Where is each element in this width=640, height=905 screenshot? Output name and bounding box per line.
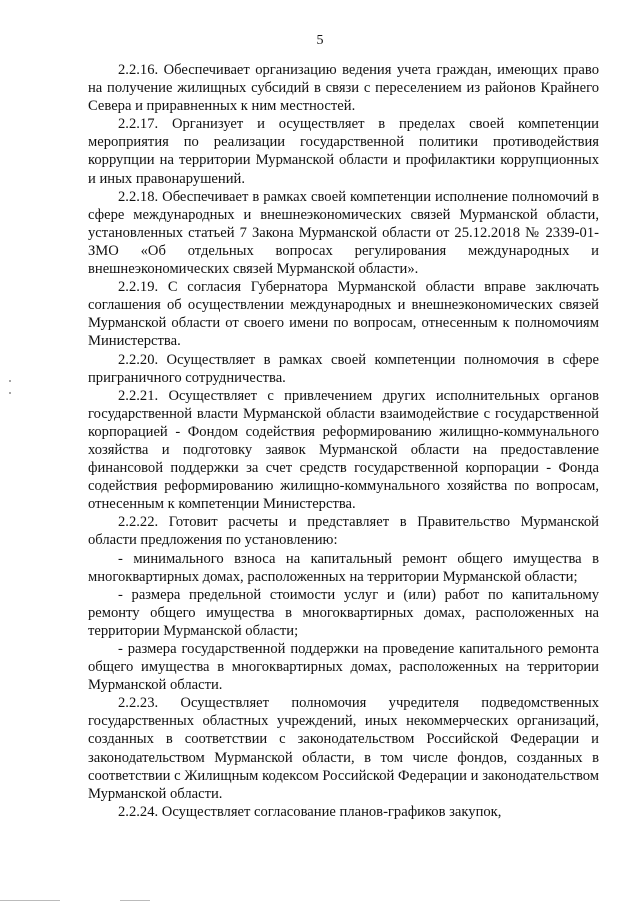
document-body <box>88 61 599 821</box>
paragraph-2-2-23: 2.2.23. Осуществляет полномочия учредителя подведомственных государственных областных учреждений, иных некоммерческих организаций, созданных в соответствии с законодательством Российской Федерации и законодательством Мурманской области, в том числе фондов, созданных в соответствии с Жилищным кодексом Российской Федерации и законодательством Мурманской области. <box>88 695 599 802</box>
paragraph-2-2-22: 2.2.22. Готовит расчеты и представляет в Правительство Мурманской области предложения по установлению: <box>88 514 599 549</box>
list-item: - размера предельной стоимости услуг и (или) работ по капитальному ремонту общего имущества в многоквартирных домах, расположенных на территории Мурманской области; <box>88 586 599 639</box>
scan-mark <box>9 380 11 382</box>
paragraph-2-2-20: 2.2.20. Осуществляет в рамках своей компетенции полномочия в сфере приграничного сотрудничества. <box>88 351 599 386</box>
paragraph-2-2-16: 2.2.16. Обеспечивает организацию ведения учета граждан, имеющих право на получение жилищных субсидий в связи с переселением из районов Крайнего Севера и приравненных к ним местностей. <box>88 62 599 115</box>
scan-edge-line <box>120 900 150 901</box>
paragraph-2-2-24: 2.2.24. Осуществляет согласование планов-графиков закупок, <box>118 803 502 820</box>
scan-edge-line <box>0 900 60 901</box>
page-number: 5 <box>316 33 324 48</box>
paragraph-2-2-21: 2.2.21. Осуществляет с привлечением других исполнительных органов государственной власти Мурманской области взаимодействие с государственной корпорацией - Фондом содействия реформированию жилищно-коммунального хозяйства и подготовку заявок Мурманской области на предоставление финансовой поддержки за счет средств государственной корпорации - Фонда содействия реформированию жилищно-коммунального хозяйства по вопросам, отнесенным к компетенции Министерства. <box>88 387 599 513</box>
scan-mark <box>9 392 11 394</box>
paragraph-2-2-18: 2.2.18. Обеспечивает в рамках своей компетенции исполнение полномочий в сфере международных и внешнеэкономических связей Мурманской области, установленных статьей 7 Закона Мурманской области от 25.12.2018 № 2339-01-ЗМО «Об отдельных вопросах регулирования международных и внешнеэкономических связей Мурманской области». <box>88 188 599 278</box>
paragraph-2-2-17: 2.2.17. Организует и осуществляет в пределах своей компетенции мероприятия по реализации государственной политики противодействия коррупции на территории Мурманской области и профилактики коррупционных и иных правонарушений. <box>88 116 599 187</box>
list-item: - размера государственной поддержки на проведение капитального ремонта общего имущества в многоквартирных домах, расположенных на территории Мурманской области. <box>88 641 599 694</box>
paragraph-2-2-19: 2.2.19. С согласия Губернатора Мурманской области вправе заключать соглашения об осуществлении международных и внешнеэкономических связей Мурманской области от своего имени по вопросам, отнесенным к полномочиям Министерства. <box>88 279 599 350</box>
list-item: - минимального взноса на капитальный ремонт общего имущества в многоквартирных домах, расположенных на территории Мурманской области; <box>88 550 599 585</box>
